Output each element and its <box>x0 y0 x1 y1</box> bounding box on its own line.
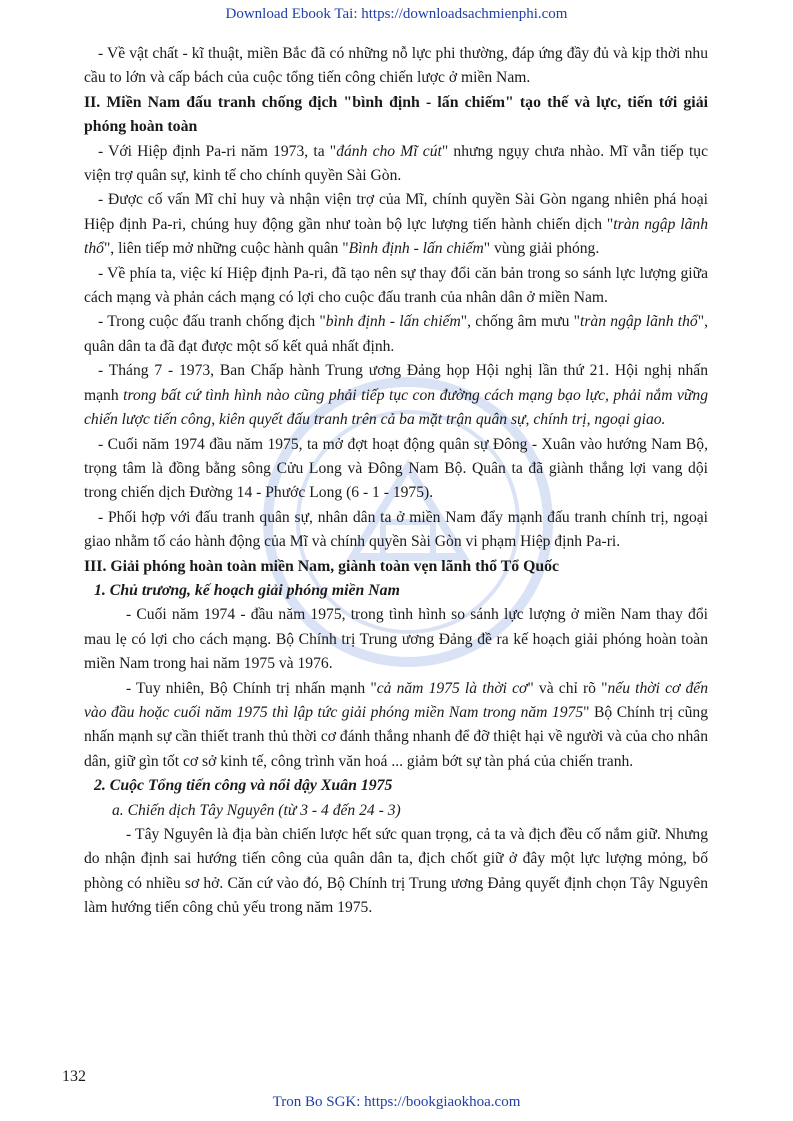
footer-link[interactable]: Tron Bo SGK: https://bookgiaokhoa.com <box>272 1094 521 1110</box>
subsection-heading: 1. Chủ trương, kế hoạch giải phóng miền Nam <box>94 581 400 599</box>
paragraph: - Về phía ta, việc kí Hiệp định Pa-ri, đã tạo nên sự thay đổi căn bản trong so sánh lực lượng giữa cách mạng và phản cách mạng có lợi cho cuộc đấu tranh của nhân dân ở miền Nam. <box>84 264 708 307</box>
paragraph: - Phối hợp với đấu tranh quân sự, nhân dân ta ở miền Nam đẩy mạnh đấu tranh chính trị, ngoại giao nhằm tố cáo hành động của Mĩ và chính quyền Sài Gòn vi phạm Hiệp định Pa-ri. <box>84 508 708 551</box>
paragraph: - Cuối năm 1974 đầu năm 1975, ta mở đợt hoạt động quân sự Đông - Xuân vào hướng Nam Bộ, trọng tâm là đồng bằng sông Cửu Long và Đông Nam Bộ. Quân ta đã giành thắng lợi vang dội trong chiến dịch Đường 14 - Phước Long (6 - 1 - 1975). <box>84 435 708 502</box>
subsection-heading: 2. Cuộc Tổng tiến công và nổi dậy Xuân 1975 <box>94 777 393 795</box>
page-number: 132 <box>62 1068 86 1085</box>
section-heading: II. Miền Nam đấu tranh chống địch "bình định - lấn chiếm" tạo thế và lực, tiến tới giải phóng hoàn toàn <box>84 93 708 136</box>
paragraph: - Trong cuộc đấu tranh chống địch "bình định - lấn chiếm", chống âm mưu "tràn ngập lãnh thổ", quân dân ta đã đạt được một số kết quả nhất định. <box>84 313 708 355</box>
paragraph: - Với Hiệp định Pa-ri năm 1973, ta "đánh cho Mĩ cút" nhưng ngụy chưa nhào. Mĩ vẫn tiếp tục viện trợ quân sự, kinh tế cho chính quyền Sài Gòn. <box>84 142 709 185</box>
paragraph: - Về vật chất - kĩ thuật, miền Bắc đã có những nỗ lực phi thường, đáp ứng đầy đủ và kịp thời nhu cầu to lớn và cấp bách của cuộc tổng tiến công chiến lược ở miền Nam. <box>84 45 708 87</box>
sub-subsection-heading: a. Chiến dịch Tây Nguyên (từ 3 - 4 đến 24 - 3) <box>112 801 401 819</box>
paragraph: - Tháng 7 - 1973, Ban Chấp hành Trung ương Đảng họp Hội nghị lần thứ 21. Hội nghị nhấn mạnh trong bất cứ tình hình nào cũng phải tiếp tục con đường cách mạng bạo lực, phải nắm vững chiến lược tiến công, kiên quyết đấu tranh trên cả ba mặt trận quân sự, chính trị, ngoại giao. <box>84 362 709 429</box>
page-content <box>84 42 708 921</box>
paragraph: - Tuy nhiên, Bộ Chính trị nhấn mạnh "cả năm 1975 là thời cơ" và chỉ rõ "nếu thời cơ đến vào đầu hoặc cuối năm 1975 thì lập tức giải phóng miền Nam trong năm 1975" Bộ Chính trị cũng nhấn mạnh sự cần thiết tranh thủ thời cơ đánh thắng nhanh để đỡ thiệt hại về người và của cho nhân dân, giữ gìn tốt cơ sở kinh tế, công trình văn hoá ... giảm bớt sự tàn phá của chiến tranh. <box>84 679 709 770</box>
paragraph: - Được cố vấn Mĩ chỉ huy và nhận viện trợ của Mĩ, chính quyền Sài Gòn ngang nhiên phá hoại Hiệp định Pa-ri, chúng huy động gần như toàn bộ lực lượng tiến hành chiến dịch "tràn ngập lãnh thổ", liên tiếp mở những cuộc hành quân "Bình định - lấn chiếm" vùng giải phóng. <box>84 191 708 258</box>
paragraph: - Cuối năm 1974 - đầu năm 1975, trong tình hình so sánh lực lượng ở miền Nam thay đổi mau lẹ có lợi cho cách mạng. Bộ Chính trị Trung ương Đảng đề ra kế hoạch giải phóng hoàn toàn miền Nam trong hai năm 1975 và 1976. <box>84 606 708 673</box>
paragraph: - Tây Nguyên là địa bàn chiến lược hết sức quan trọng, cả ta và địch đều cố nắm giữ. Nhưng do nhận định sai hướng tiến công của quân dân ta, địch chốt giữ ở đây một lực lượng mỏng, bố phòng có nhiều sơ hở. Căn cứ vào đó, Bộ Chính trị Trung ương Đảng quyết định chọn Tây Nguyên làm hướng tiến công chủ yếu trong năm 1975. <box>84 826 708 917</box>
header-download-link[interactable]: Download Ebook Tai: https://downloadsachmienphi.com <box>225 6 568 22</box>
section-heading: III. Giải phóng hoàn toàn miền Nam, giành toàn vẹn lãnh thổ Tổ Quốc <box>84 557 560 575</box>
